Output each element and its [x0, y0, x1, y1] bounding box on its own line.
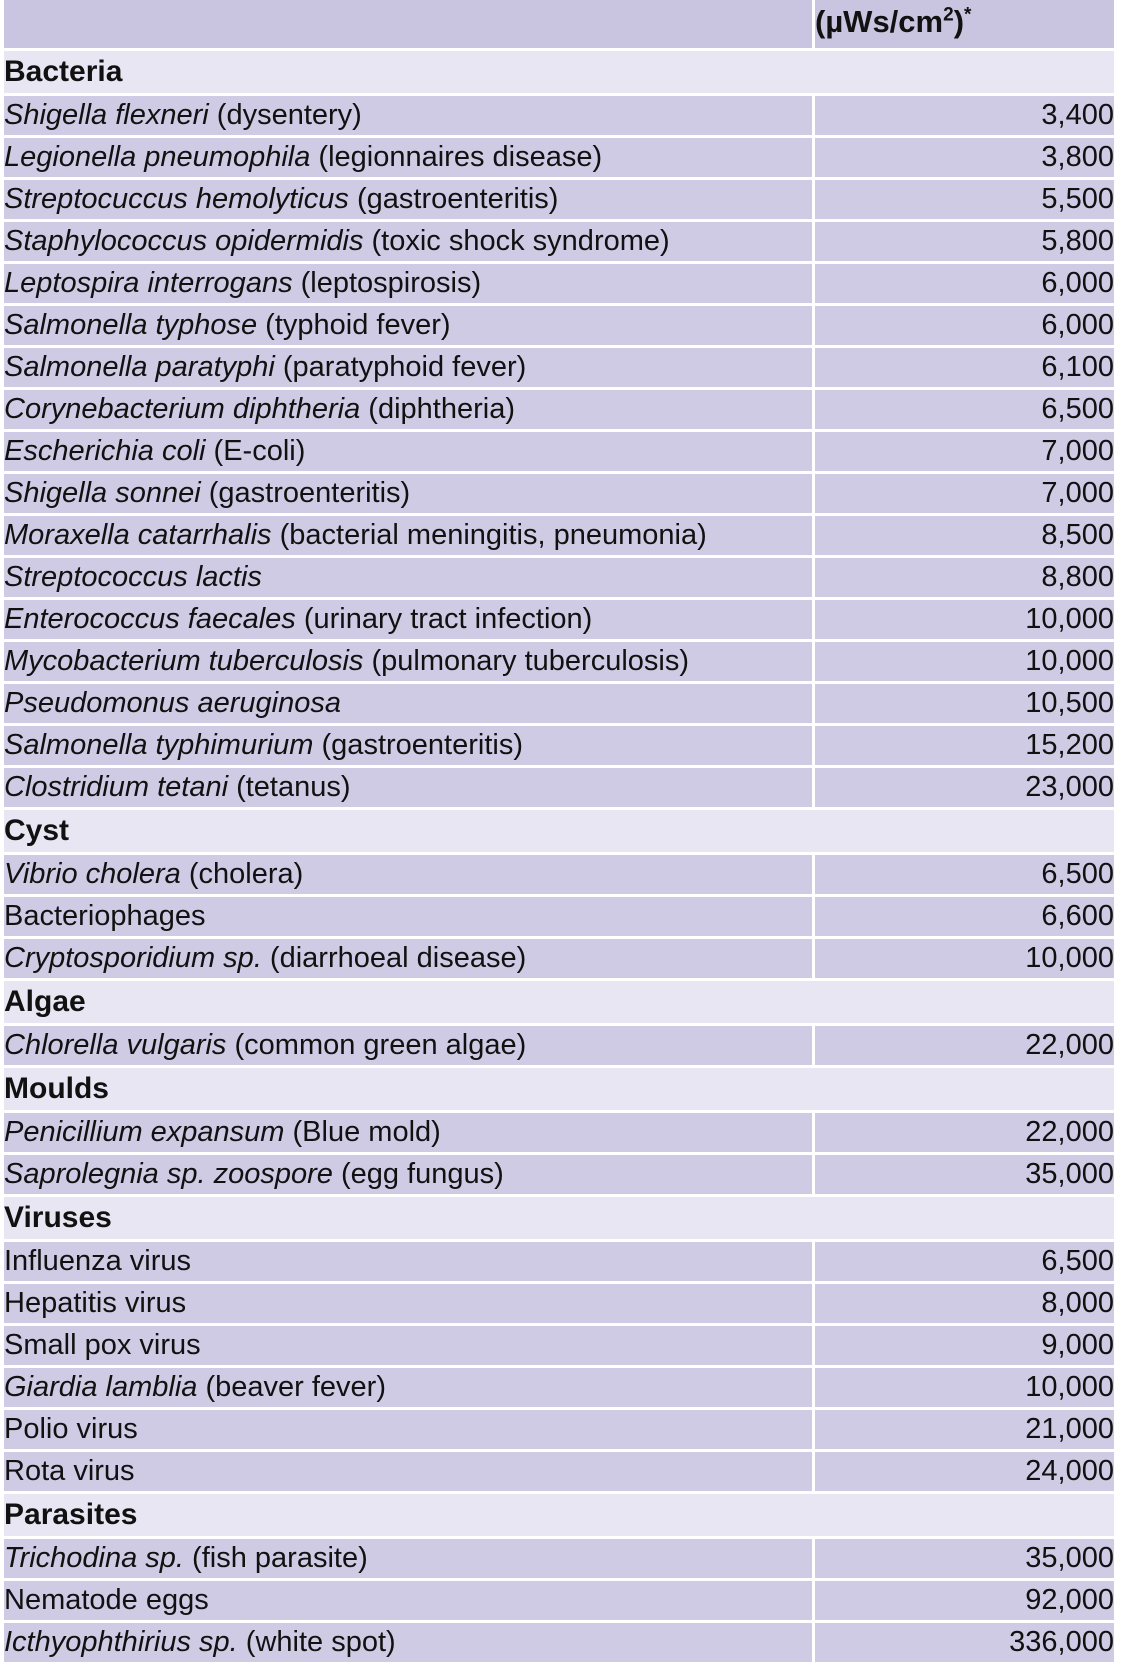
organism-cell: [4, 180, 812, 222]
dose-value-cell: 35,000: [812, 1539, 1114, 1581]
common-name: (urinary tract infection): [295, 603, 593, 635]
common-name: Polio virus: [4, 1413, 138, 1445]
category-row: [4, 1197, 1114, 1242]
organism-cell: [4, 390, 812, 432]
scientific-name: Staphylococcus opidermidis: [4, 225, 364, 257]
organism-cell: [4, 348, 812, 390]
category-row: [4, 51, 1114, 96]
table-row: [4, 1242, 1114, 1284]
dose-value-cell: 6,100: [812, 348, 1114, 390]
common-name: (common green algae): [226, 1029, 527, 1061]
scientific-name: Pseudomonus aeruginosa: [4, 687, 341, 719]
common-name: (white spot): [237, 1626, 396, 1658]
organism-cell: [4, 939, 812, 981]
table-row: [4, 222, 1114, 264]
table-row: [4, 264, 1114, 306]
table-row: [4, 1326, 1114, 1368]
scientific-name: Moraxella catarrhalis: [4, 519, 272, 551]
common-name: Influenza virus: [4, 1245, 191, 1277]
table-row: [4, 432, 1114, 474]
organism-cell: [4, 516, 812, 558]
common-name: (diphtheria): [360, 393, 515, 425]
organism-cell: [4, 96, 812, 138]
organism-cell: [4, 768, 812, 810]
organism-cell: [4, 1284, 812, 1326]
dose-value-cell: 8,800: [812, 558, 1114, 600]
scientific-name: Salmonella typhimurium: [4, 729, 314, 761]
table-row: [4, 390, 1114, 432]
unit-asterisk: *: [964, 4, 972, 26]
table-row: [4, 474, 1114, 516]
scientific-name: Vibrio cholera: [4, 858, 181, 890]
dose-value-cell: 7,000: [812, 432, 1114, 474]
dose-value-cell: 22,000: [812, 1026, 1114, 1068]
dose-value-cell: 10,000: [812, 642, 1114, 684]
dose-value-cell: 6,000: [812, 264, 1114, 306]
organism-cell: [4, 684, 812, 726]
common-name: (Blue mold): [284, 1116, 441, 1148]
common-name: (tetanus): [228, 771, 351, 803]
category-row: [4, 1494, 1114, 1539]
scientific-name: Corynebacterium diphtheria: [4, 393, 361, 425]
scientific-name: Legionella pneumophila: [4, 141, 311, 173]
common-name: (dysentery): [208, 99, 362, 131]
table-row: [4, 768, 1114, 810]
common-name: Small pox virus: [4, 1329, 201, 1361]
unit-suffix: ): [953, 4, 965, 39]
organism-cell: [4, 264, 812, 306]
common-name: (gastroenteritis): [313, 729, 523, 761]
category-label: Parasites: [4, 1494, 1114, 1539]
common-name: Rota virus: [4, 1455, 135, 1487]
table-row: [4, 1539, 1114, 1581]
table-row: [4, 180, 1114, 222]
table-row: [4, 306, 1114, 348]
category-row: [4, 1068, 1114, 1113]
common-name: (legionnaires disease): [310, 141, 603, 173]
organism-cell: [4, 1113, 812, 1155]
common-name: Bacteriophages: [4, 900, 206, 932]
dose-value-cell: 5,500: [812, 180, 1114, 222]
table-row: [4, 684, 1114, 726]
common-name: Nematode eggs: [4, 1584, 209, 1616]
common-name: (gastroenteritis): [200, 477, 411, 509]
table-row: [4, 138, 1114, 180]
uv-dose-table: [4, 0, 1114, 1665]
dose-value-cell: 92,000: [812, 1581, 1114, 1623]
category-row: [4, 810, 1114, 855]
category-label: Viruses: [4, 1197, 1114, 1242]
table-row: [4, 558, 1114, 600]
scientific-name: Streptocuccus hemolyticus: [4, 183, 349, 215]
scientific-name: Giardia lamblia: [4, 1371, 198, 1403]
organism-cell: [4, 1026, 812, 1068]
category-label: Moulds: [4, 1068, 1114, 1113]
table-row: [4, 642, 1114, 684]
dose-value-cell: 336,000: [812, 1623, 1114, 1665]
organism-cell: [4, 558, 812, 600]
scientific-name: Streptococcus lactis: [4, 561, 262, 593]
dose-value-cell: 10,000: [812, 1368, 1114, 1410]
table-row: [4, 726, 1114, 768]
dose-value-cell: 22,000: [812, 1113, 1114, 1155]
table-row: [4, 1623, 1114, 1665]
common-name: (E-coli): [205, 435, 306, 467]
dose-value-cell: 10,500: [812, 684, 1114, 726]
organism-cell: [4, 222, 812, 264]
dose-value-cell: 3,800: [812, 138, 1114, 180]
common-name: (leptospirosis): [292, 267, 482, 299]
common-name: (fish parasite): [184, 1542, 368, 1574]
dose-value-cell: 8,500: [812, 516, 1114, 558]
table-row: [4, 939, 1114, 981]
organism-cell: [4, 642, 812, 684]
common-name: Hepatitis virus: [4, 1287, 187, 1319]
header-organism-cell: [4, 0, 812, 51]
unit-label: (µWs/cm: [815, 4, 944, 39]
category-label: Bacteria: [4, 51, 1114, 96]
dose-value-cell: 5,800: [812, 222, 1114, 264]
table-row: [4, 600, 1114, 642]
category-label: Algae: [4, 981, 1114, 1026]
dose-value-cell: 35,000: [812, 1155, 1114, 1197]
scientific-name: Icthyophthirius sp.: [4, 1626, 238, 1658]
scientific-name: Escherichia coli: [4, 435, 206, 467]
common-name: (bacterial meningitis, pneumonia): [271, 519, 707, 551]
dose-value-cell: 9,000: [812, 1326, 1114, 1368]
scientific-name: Shigella flexneri: [4, 99, 209, 131]
scientific-name: Mycobacterium tuberculosis: [4, 645, 364, 677]
common-name: (egg fungus): [332, 1158, 504, 1190]
dose-value-cell: 6,600: [812, 897, 1114, 939]
common-name: (beaver fever): [197, 1371, 386, 1403]
unit-exponent: 2: [943, 4, 954, 26]
category-row: [4, 981, 1114, 1026]
organism-cell: [4, 432, 812, 474]
common-name: (pulmonary tuberculosis): [363, 645, 689, 677]
table-row: [4, 1452, 1114, 1494]
organism-cell: [4, 1452, 812, 1494]
organism-cell: [4, 1155, 812, 1197]
table-row: [4, 1113, 1114, 1155]
scientific-name: Salmonella paratyphi: [4, 351, 275, 383]
scientific-name: Trichodina sp.: [4, 1542, 184, 1574]
table-header-row: [4, 0, 1114, 51]
table-row: [4, 1155, 1114, 1197]
scientific-name: Cryptosporidium sp.: [4, 942, 262, 974]
scientific-name: Penicillium expansum: [4, 1116, 285, 1148]
organism-cell: [4, 897, 812, 939]
scientific-name: Chlorella vulgaris: [4, 1029, 227, 1061]
organism-cell: [4, 1242, 812, 1284]
dose-value-cell: 21,000: [812, 1410, 1114, 1452]
organism-cell: [4, 726, 812, 768]
organism-cell: [4, 1539, 812, 1581]
organism-cell: [4, 1410, 812, 1452]
table-row: [4, 1368, 1114, 1410]
table-row: [4, 1026, 1114, 1068]
organism-cell: [4, 1368, 812, 1410]
table-row: [4, 1284, 1114, 1326]
dose-value-cell: 3,400: [812, 96, 1114, 138]
table-row: [4, 96, 1114, 138]
table-row: [4, 897, 1114, 939]
category-label: Cyst: [4, 810, 1114, 855]
organism-cell: [4, 474, 812, 516]
scientific-name: Enterococcus faecales: [4, 603, 296, 635]
uv-dose-table-body: [4, 0, 1114, 1665]
scientific-name: Leptospira interrogans: [4, 267, 293, 299]
scientific-name: Salmonella typhose: [4, 309, 258, 341]
dose-value-cell: 15,200: [812, 726, 1114, 768]
common-name: (gastroenteritis): [348, 183, 559, 215]
table-row: [4, 855, 1114, 897]
dose-value-cell: 8,000: [812, 1284, 1114, 1326]
table-row: [4, 516, 1114, 558]
table-row: [4, 1581, 1114, 1623]
scientific-name: Saprolegnia sp. zoospore: [4, 1158, 333, 1190]
common-name: (toxic shock syndrome): [363, 225, 670, 257]
common-name: (paratyphoid fever): [274, 351, 527, 383]
scientific-name: Clostridium tetani: [4, 771, 229, 803]
dose-value-cell: 6,500: [812, 855, 1114, 897]
table-row: [4, 348, 1114, 390]
dose-value-cell: 10,000: [812, 939, 1114, 981]
dose-value-cell: 10,000: [812, 600, 1114, 642]
common-name: (diarrhoeal disease): [261, 942, 527, 974]
dose-value-cell: 6,500: [812, 390, 1114, 432]
common-name: (typhoid fever): [257, 309, 451, 341]
dose-value-cell: 6,500: [812, 1242, 1114, 1284]
dose-value-cell: 6,000: [812, 306, 1114, 348]
organism-cell: [4, 306, 812, 348]
organism-cell: [4, 1326, 812, 1368]
common-name: (cholera): [180, 858, 304, 890]
organism-cell: [4, 138, 812, 180]
table-row: [4, 1410, 1114, 1452]
dose-value-cell: 24,000: [812, 1452, 1114, 1494]
scientific-name: Shigella sonnei: [4, 477, 201, 509]
organism-cell: [4, 1623, 812, 1665]
organism-cell: [4, 855, 812, 897]
dose-value-cell: 23,000: [812, 768, 1114, 810]
organism-cell: [4, 1581, 812, 1623]
organism-cell: [4, 600, 812, 642]
dose-value-cell: 7,000: [812, 474, 1114, 516]
header-unit-cell: [812, 0, 1114, 51]
